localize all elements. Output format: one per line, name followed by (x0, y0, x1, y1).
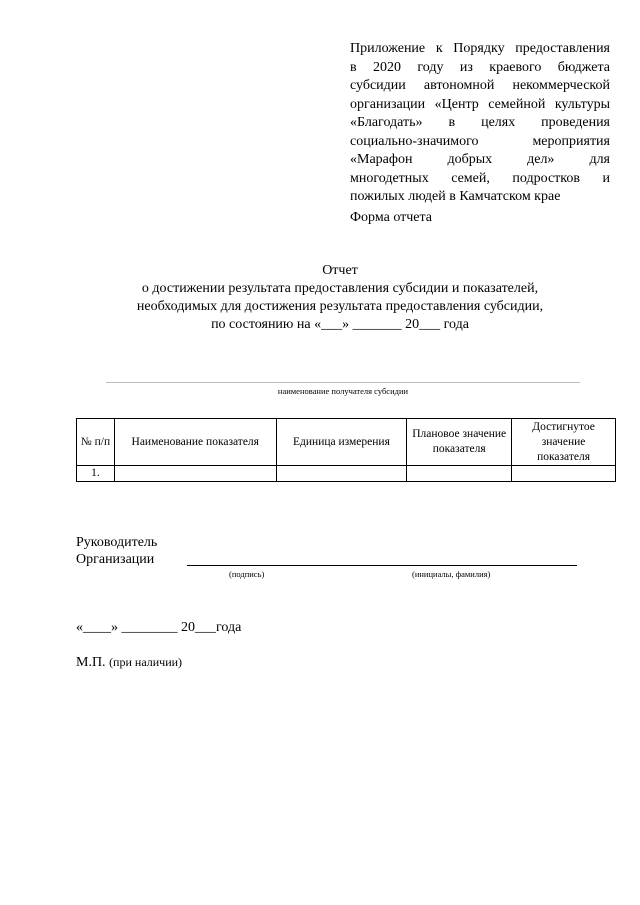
appendix-line: в 2020 году из краевого бюджета (350, 59, 610, 75)
recipient-field[interactable] (106, 382, 580, 383)
name-caption: (инициалы, фамилия) (412, 569, 491, 579)
appendix-line: пожилых людей в Камчатском крае (350, 189, 561, 204)
report-date-line: по состоянию на «___» _______ 20___ года (211, 317, 469, 332)
appendix-line: многодетных семей, подростков и (350, 170, 610, 186)
appendix-line: «Марафон добрых дел» для (350, 152, 610, 167)
stamp-label (76, 655, 182, 671)
table-cell[interactable] (114, 466, 276, 482)
appendix-line: субсидии автономной некоммерческой (350, 78, 610, 93)
appendix-block (350, 40, 610, 207)
column-header-indicator-name: Наименование показателя (114, 419, 276, 466)
table-row (77, 466, 616, 482)
column-header-number: № п/п (77, 419, 115, 466)
column-header-achieved-value: Достигнутое значение показателя (512, 419, 616, 466)
name-field[interactable] (382, 565, 577, 566)
indicators-table (76, 418, 616, 482)
signature-date: «____» ________ 20___года (76, 620, 242, 635)
report-title: Отчет (322, 263, 358, 278)
table-header-row (77, 419, 616, 466)
stamp-main: М.П. (76, 655, 106, 670)
signature-caption: (подпись) (229, 569, 265, 579)
column-header-planned-value: Плановое значение показателя (407, 419, 512, 466)
signer-role (76, 534, 157, 568)
column-header-unit: Единица измерения (276, 419, 407, 466)
table-cell-number: 1. (77, 466, 115, 482)
appendix-line: Приложение к Порядку предоставления (350, 41, 610, 56)
table-cell[interactable] (512, 466, 616, 482)
appendix-line: организации «Центр семейной культуры (350, 96, 610, 112)
table-cell[interactable] (276, 466, 407, 482)
report-title-block (60, 262, 620, 334)
table-cell[interactable] (407, 466, 512, 482)
report-subtitle-line: необходимых для достижения результата предоставления субсидии, (136, 299, 544, 314)
signature-field[interactable] (187, 565, 382, 566)
stamp-note: (при наличии) (109, 655, 183, 669)
recipient-caption: наименование получателя субсидии (277, 386, 409, 396)
appendix-line: «Благодать» в целях проведения (350, 115, 610, 130)
form-label: Форма отчета (350, 210, 433, 225)
appendix-line: социально-значимого мероприятия (350, 133, 610, 149)
signer-role-line: Руководитель (76, 535, 158, 550)
signer-role-line: Организации (76, 552, 155, 567)
report-subtitle-line: о достижении результата предоставления субсидии и показателей, (141, 281, 539, 296)
